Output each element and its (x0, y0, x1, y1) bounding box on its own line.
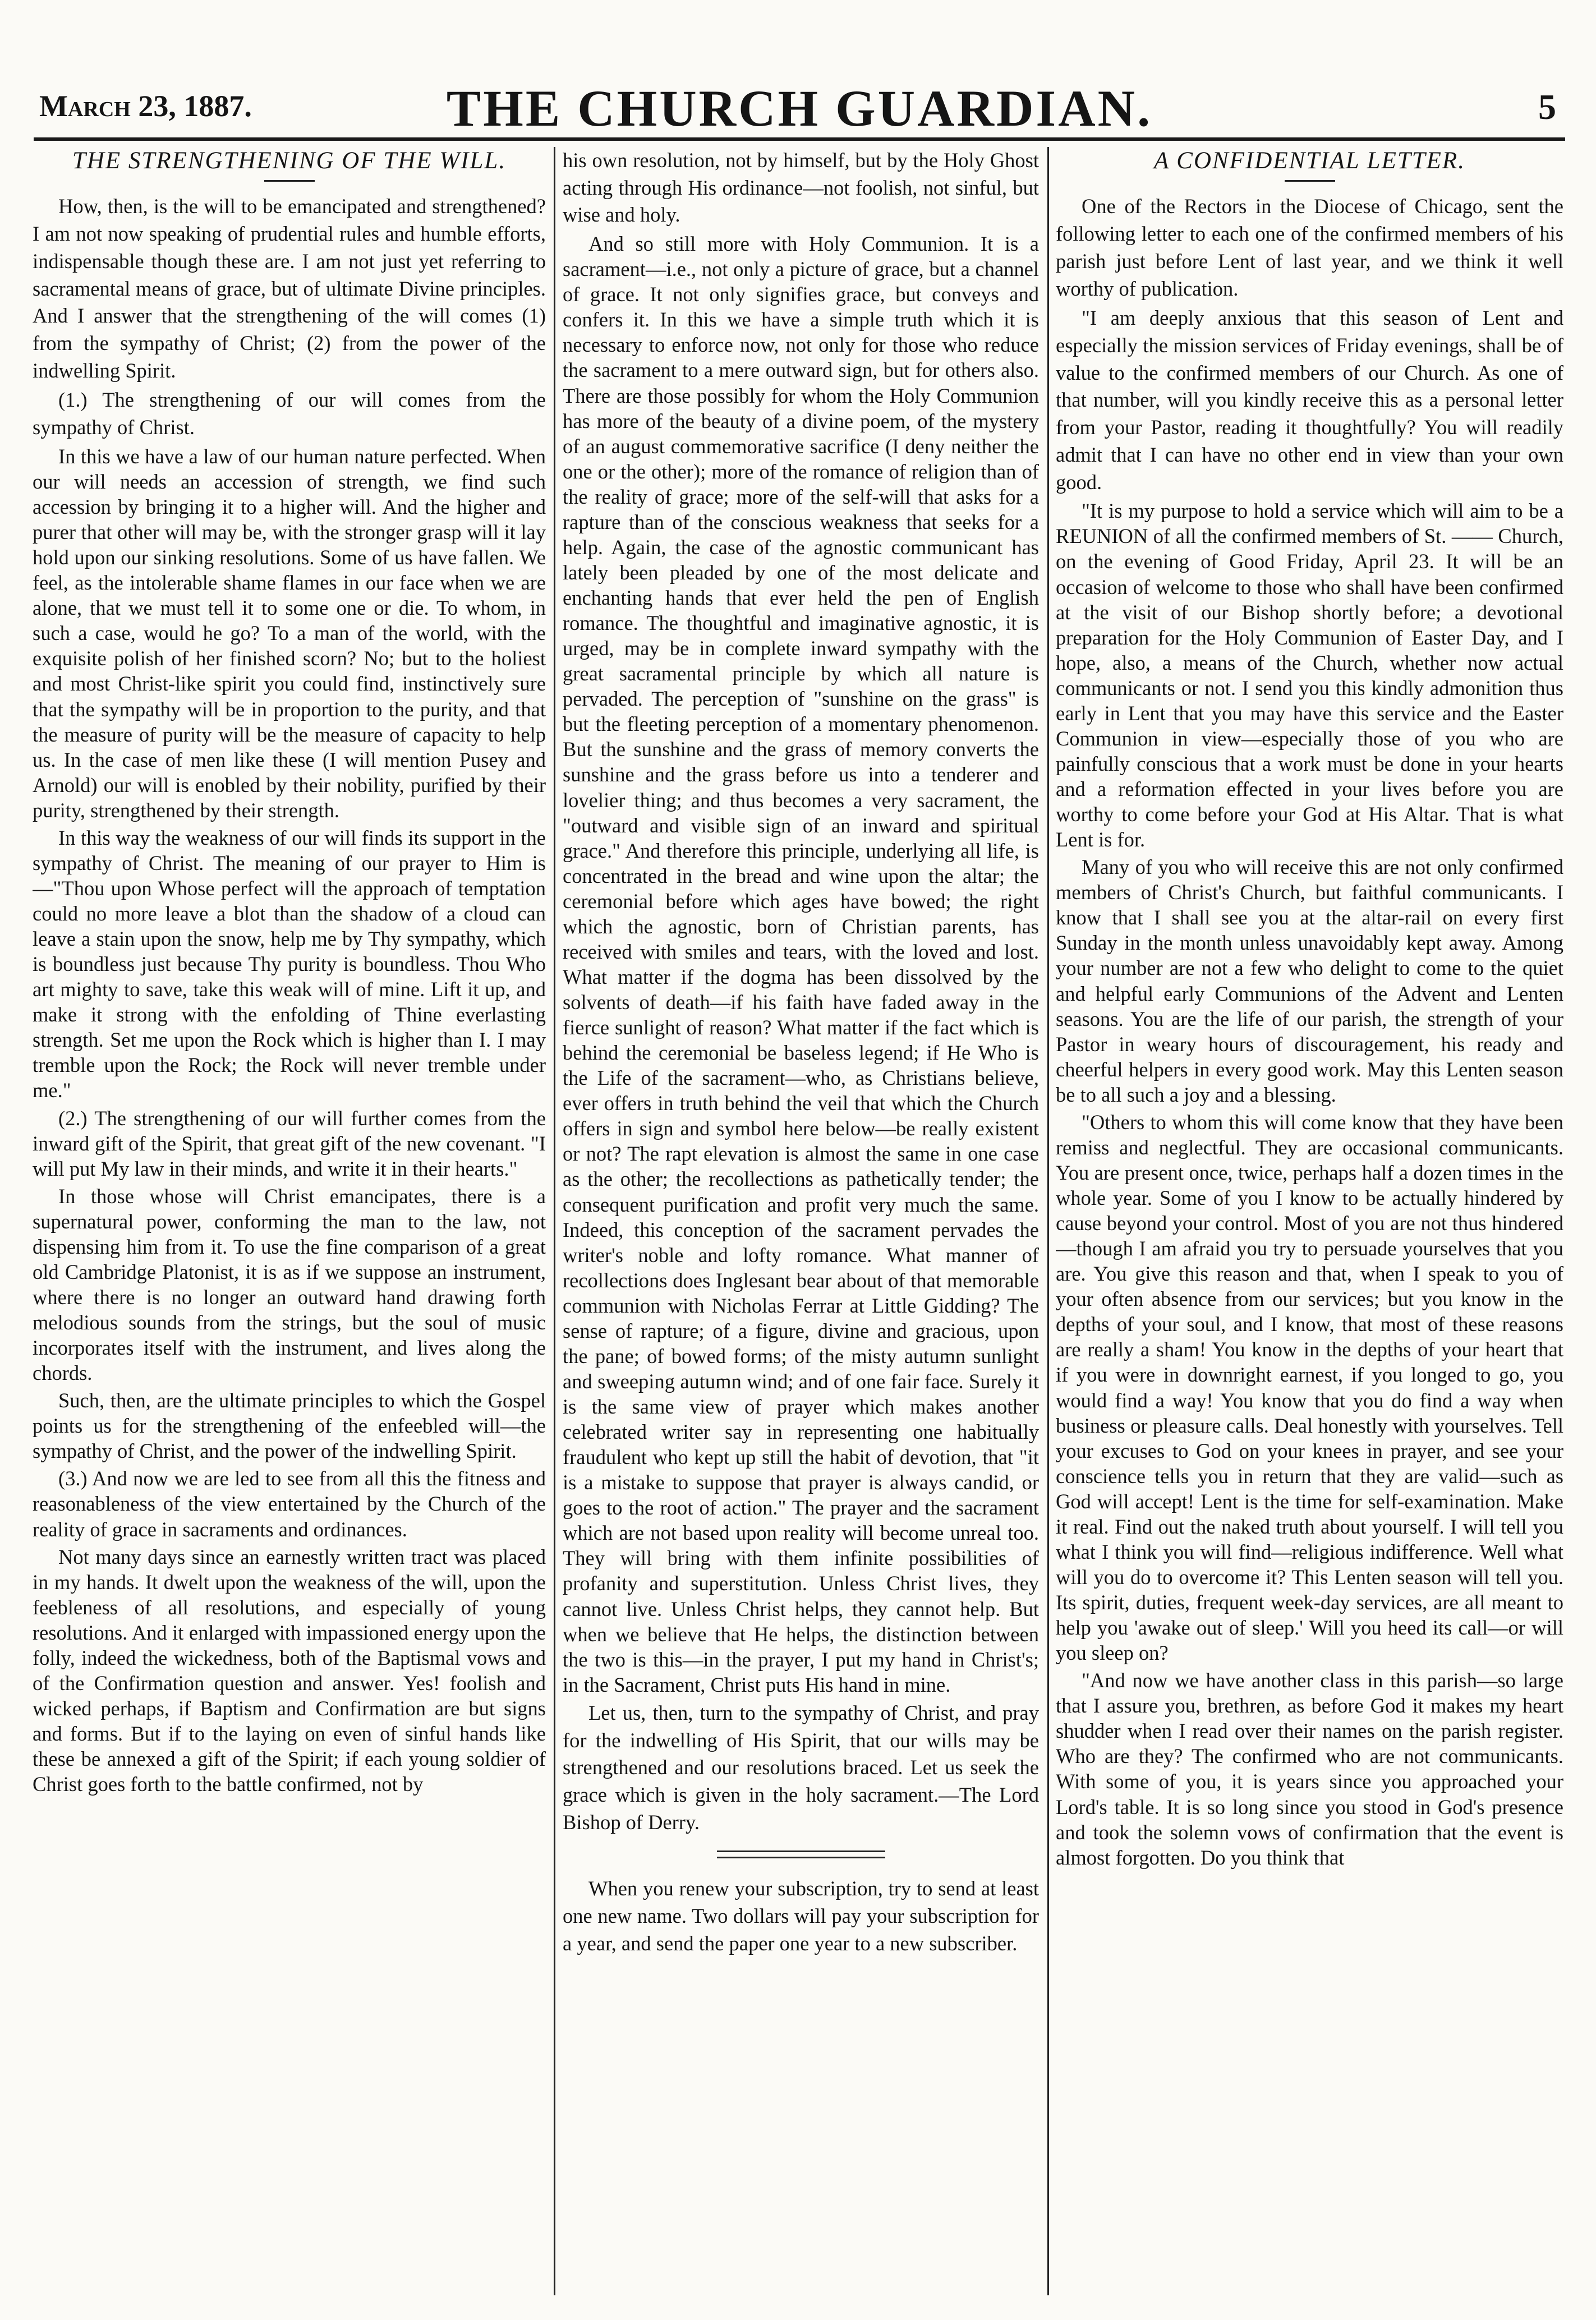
subscription-notice: When you renew your subscription, try to send at least one new name. Two dollars will pay your subscription for a year, and send the paper one year to a new subscriber. (563, 1877, 1039, 1955)
article-paragraph: his own resolution, not by himself, but by the Holy Ghost acting through His ordinance—not foolish, not sinful, but wise and holy. (563, 149, 1039, 227)
issue-date: March 23, 1887. (39, 89, 252, 123)
title-rule (264, 180, 315, 182)
column-3 (1056, 147, 1563, 2295)
article-paragraph: (2.) The strengthening of our will further comes from the inward gift of the Spirit, that great gift of the new covenant. "I will put My law in their minds, and write it in their hearts." (33, 1106, 546, 1180)
article-paragraph: Such, then, are the ultimate principles to which the Gospel points us for the strengthening of the enfeebled will—the sympathy of Christ, and the power of the indwelling Spirit. (33, 1389, 546, 1463)
article-title: THE STRENGTHENING OF THE WILL. (72, 148, 507, 174)
page-number: 5 (1538, 87, 1556, 127)
article-paragraph: In those whose will Christ emancipates, there is a supernatural power, conforming the man to the law, not dispensing him from it. To use the fine comparison of a great old Cambridge Platonist, it is as if we suppose an instrument, where there is no longer an outward hand drawing forth melodious sounds from the strings, but the soul of music incorporates itself with the instrument, and lives along the chords. (33, 1184, 546, 1385)
column-rule (1047, 147, 1049, 2295)
section-divider (717, 1851, 885, 1858)
article-paragraph: "I am deeply anxious that this season of Lent and especially the mission services of Friday evenings, shall be of value to the confirmed members of our Church. As one of that number, will you kindly receive this as a personal letter from your Pastor, reading it thoughtfully? You will readily admit that I can have no other end in view than your own good. (1056, 306, 1563, 494)
article-paragraph: Not many days since an earnestly written tract was placed in my hands. It dwelt upon the weakness of the will, upon the feebleness of all resolutions, and especially of young resolutions. And it enlarged with impassioned energy upon the folly, indeed the wickedness, both of the Baptismal vows and of the Confirmation question and answer. Yes! foolish and wicked perhaps, if Baptism and Confirmation are but signs and forms. But if to the laying on even of sinful hands like these be annexed a gift of the Spirit; if each young soldier of Christ goes forth to the battle confirmed, not by (33, 1545, 546, 1796)
article-paragraph: Many of you who will receive this are not only confirmed members of Christ's Church, but faithful communicants. I know that I shall see you at the altar-rail on every first Sunday in the month unless unavoidably kept away. Among your number are not a few who delight to come to the quiet and helpful early Communions of the Advent and Lenten seasons. You are the life of our parish, the strength of your Pastor in weary hours of discouragement, his ready and cheerful helpers in every good work. May this Lenten season be to all such a joy and a blessing. (1056, 855, 1563, 1106)
title-rule (1285, 180, 1335, 182)
column-1 (33, 147, 546, 2295)
column-rule (554, 147, 555, 2295)
article-paragraph: In this way the weakness of our will finds its support in the sympathy of Christ. The meaning of our prayer to Him is—"Thou upon Whose perfect will the approach of temptation could no more leave a blot than the shadow of a cloud can leave a stain upon the snow, help me by Thy sympathy, which is boundless just because Thy purity is boundless. Thou Who art mighty to save, take this weak will of mine. Lift it up, and make it strong with the enfolding of Thine everlasting strength. Set me upon the Rock which is higher than I. I may tremble upon the Rock; the Rock will never tremble under me." (33, 826, 546, 1102)
masthead (34, 79, 1565, 141)
article-paragraph: How, then, is the will to be emancipated and strengthened? I am not now speaking of prudential rules and humble efforts, indispensable though these are. I am not just yet referring to sacramental means of grace, but of ultimate Divine principles. And I answer that the strengthening of the will comes (1) from the sympathy of Christ; (2) from the power of the indwelling Spirit. (33, 195, 546, 382)
article-title: A CONFIDENTIAL LETTER. (1154, 148, 1465, 174)
article-paragraph: And so still more with Holy Communion. It is a sacrament—i.e., not only a picture of grace, but a channel of grace. It not only signifies grace, but conveys and confers it. In this we have a simple truth which it is necessary to enforce now, not only for those who reduce the sacrament to a mere outward sign, but for others also. There are those possibly for whom the Holy Communion has more of the beauty of a divine poem, of the mystery of an august commemorative sacrifice (I deny neither the one or the other); more of the romance of religion than of the reality of grace; more of the self-will that asks for a rapture than of the conscious weakness that seeks for a help. Again, the case of the agnostic communicant has lately been pleaded by one of the most delicate and enchanting hands that ever held the pen of English romance. The thoughtful and imaginative agnostic, it is urged, may be in complete inward sympathy with the great sacramental principle by which all nature is pervaded. The perception of "sunshine on the grass" is but the fleeting perception of a momentary phenomenon. But the sunshine and the grass of memory converts the sunshine and the grass before us into a tenderer and lovelier thing; and thus becomes a very sacrament, the "outward and visible sign of an inward and spiritual grace." And therefore this principle, underlying all life, is concentrated in the bread and wine upon the altar; the ceremonial before which ages have bowed; the right which the agnostic, born of Christian parents, has received with smiles and tears, with the loved and lost. What matter if the dogma has been dissolved by the solvents of death—if his faith have faded away in the fierce sunlight of reason? What matter if the fact which is behind the ceremonial be baseless legend; if He Who is the Life of the sacrament—who, as Christians believe, ever offers in truth behind the veil that which the Church offers in sign and symbol here below—be really existent or not? The rapt elevation is almost the same in one case as the other; the recollections as pathetically tender; the consequent purification and profit very much the same. Indeed, this conception of the sacrament pervades the writer's noble and lofty romance. What manner of recollections does Inglesant bear about of that memorable communion with Nicholas Ferrar at Little Gidding? The sense of rapture; of a figure, divine and gracious, upon the pane; of bowed forms; of the misty autumn sunlight and sweeping autumn wind; and of one fair face. Surely it is the same view of prayer which makes another celebrated writer say in representing one habitually fraudulent who kept up still the habit of devotion, that "it is a mistake to suppose that prayer is always candid, or goes to the root of action." The prayer and the sacrament which are not based upon reality will become unreal too. They will bring with them infinite possibilities of profanity and superstitution. Unless Christ lives, they cannot live. Unless Christ helps, they cannot help. But when we believe that He helps, the distinction between the two is this—in the prayer, I put my hand in Christ's; in the Sacrament, Christ puts His hand in mine. (563, 232, 1039, 1696)
article-paragraph: (3.) And now we are led to see from all this the fitness and reasonableness of the view entertained by the Church of the reality of grace in sacraments and ordinances. (33, 1467, 546, 1541)
article-paragraph: In this we have a law of our human nature perfected. When our will needs an accession of strength, we find such accession by bringing it to a higher will. And the higher and purer that other will may be, with the stronger grasp will it lay hold upon our sinking resolutions. Some of us have fallen. We feel, as the intolerable shame flames in our face when we are alone, that we must tell it to some one or die. To whom, in such a case, would he go? To a man of the world, with the exquisite polish of her finished scorn? No; but to the holiest and most Christ-like spirit you could find, instinctively sure that the sympathy will be in proportion to the purity, and that the measure of purity will be the measure of capacity to help us. In the case of men like these (I will mention Pusey and Arnold) our will is enobled by their nobility, purified by their purity, strengthened by their strength. (33, 444, 546, 822)
article-paragraph: Let us, then, turn to the sympathy of Christ, and pray for the indwelling of His Spirit, that our wills may be strengthened and our resolutions braced. Let us seek the grace which is given in the holy sacrament.—The Lord Bishop of Derry. (563, 1701, 1039, 1834)
newspaper-title: THE CHURCH GUARDIAN. (446, 80, 1153, 137)
article-paragraph: One of the Rectors in the Diocese of Chicago, sent the following letter to each one of the confirmed members of his parish just before Lent of last year, and we think it well worthy of publication. (1056, 195, 1563, 300)
article-paragraph: "And now we have another class in this parish—so large that I assure you, brethren, as before God it makes my heart shudder when I read over their names on the parish register. Who are they? The confirmed who are not communicants. With some of you, it is years since you approached your Lord's table. It is so long since you stood in God's presence and took the solemn vows of confirmation that the event is almost forgotten. Do you think that (1056, 1669, 1563, 1869)
article-paragraph: (1.) The strengthening of our will comes from the sympathy of Christ. (33, 388, 546, 439)
column-2 (563, 147, 1039, 2295)
article-paragraph: "It is my purpose to hold a service which will aim to be a REUNION of all the confirmed members of St. —— Church, on the evening of Good Friday, April 23. It will be an occasion of welcome to those who shall have been confirmed at the visit of our Bishop shortly before; a devotional preparation for the Holy Communion of Easter Day, and I hope, also, a means of the Church, whether now actual communicants or not. I send you this kindly admonition thus early in Lent that you may have this service and the Easter Communion in view—especially those of you who are painfully conscious that a work must be done in your hearts and a reformation effected in your lives before you are worthy to come before your God at His Altar. That is what Lent is for. (1056, 499, 1563, 851)
article-paragraph: "Others to whom this will come know that they have been remiss and neglectful. They are occasional communicants. You are present once, twice, perhaps half a dozen times in the whole year. Some of you I know to be actually hindered by cause beyond your control. Most of you are not thus hindered—though I am afraid you try to persuade yourselves that you are. You give this reason and that, when I speak to you of your often absence from our services; but you know in the depths of your soul, and I know, that most of these reasons are really a sham! You know in the depths of your heart that if you were in downright earnest, if you longed to go, you would find a way! You know that you do find a way when business or pleasure calls. Deal honestly with yourselves. Tell your excuses to God on your knees in prayer, and see your conscience tells you in return that they are valid—such as God will accept! Lent is the time for self-examination. Make it real. Find out the naked truth about yourself. I will tell you what I think you will find—religious indifference. Well what will you do to overcome it? This Lenten season will tell you. Its spirit, duties, frequent week-day services, are all meant to help you 'awake out of sleep.' Will you heed its call—or will you sleep on? (1056, 1110, 1563, 1665)
